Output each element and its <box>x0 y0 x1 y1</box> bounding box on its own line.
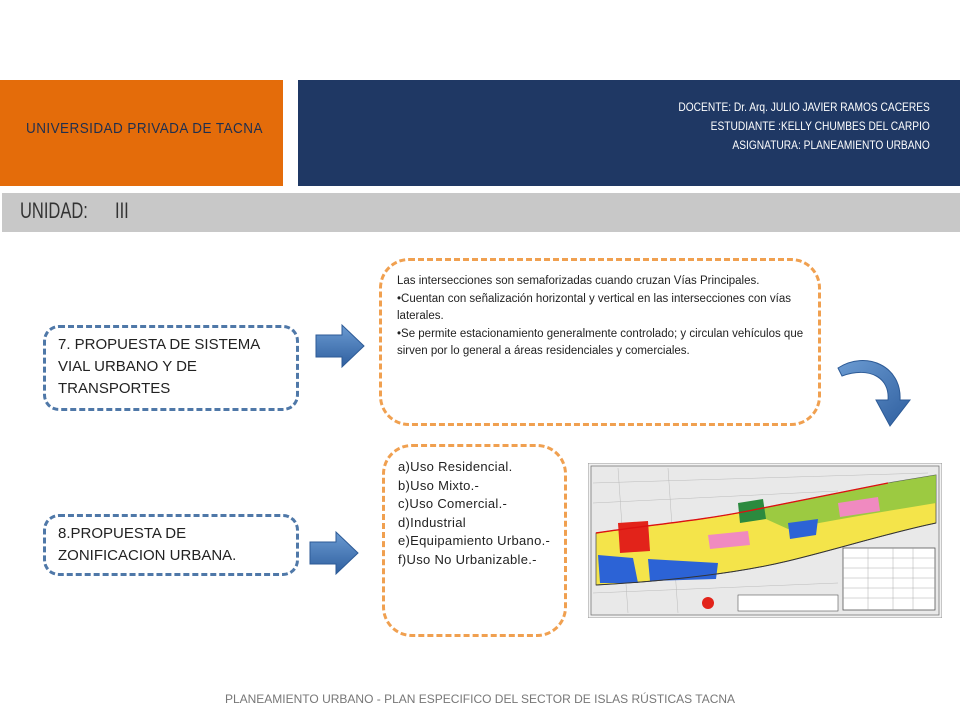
list-item: e)Equipamiento Urbano.- <box>398 533 551 549</box>
university-name: UNIVERSIDAD PRIVADA DE TACNA <box>26 120 263 137</box>
student-line: ESTUDIANTE :KELLY CHUMBES DEL CARPIO <box>710 119 930 133</box>
unit-bar <box>2 193 960 232</box>
zoning-list <box>398 458 563 570</box>
description-line: Las intersecciones son semaforizadas cuando cruzan Vías Principales. <box>397 275 760 287</box>
subject-line: ASIGNATURA: PLANEAMIENTO URBANO <box>732 138 930 152</box>
zoning-map-image <box>588 463 942 618</box>
section7-description <box>397 273 807 361</box>
list-item: f)Uso No Urbanizable.- <box>398 551 537 567</box>
section7-title: 7. PROPUESTA DE SISTEMA VIAL URBANO Y DE TRANSPORTES <box>58 336 260 397</box>
course-info <box>679 98 930 155</box>
description-line: •Se permite estacionamiento generalmente controlado; y circulan vehículos que sirven por lo general a áreas residenciales y comerciales. <box>397 327 804 357</box>
list-item: a)Uso Residencial. <box>398 459 513 474</box>
right-arrow-icon <box>308 530 360 576</box>
teacher-line: DOCENTE: Dr. Arq. JULIO JAVIER RAMOS CACERES <box>678 100 930 114</box>
list-item: b)Uso Mixto.- <box>398 477 480 493</box>
list-item: c)Uso Comercial.- <box>398 496 508 512</box>
section8-title: 8.PROPUESTA DE ZONIFICACION URBANA. <box>58 525 237 564</box>
description-line: •Cuentan con señalización horizontal y vertical en las intersecciones con vías laterales. <box>397 292 791 322</box>
right-arrow-icon <box>314 323 366 369</box>
curved-arrow-icon <box>832 352 912 432</box>
unit-label: UNIDAD: <box>20 198 88 223</box>
footer-text: PLANEAMIENTO URBANO - PLAN ESPECIFICO DEL SECTOR DE ISLAS RÚSTICAS TACNA <box>224 692 736 706</box>
list-item: d)Industrial <box>398 514 466 530</box>
unit-value: III <box>115 198 129 223</box>
